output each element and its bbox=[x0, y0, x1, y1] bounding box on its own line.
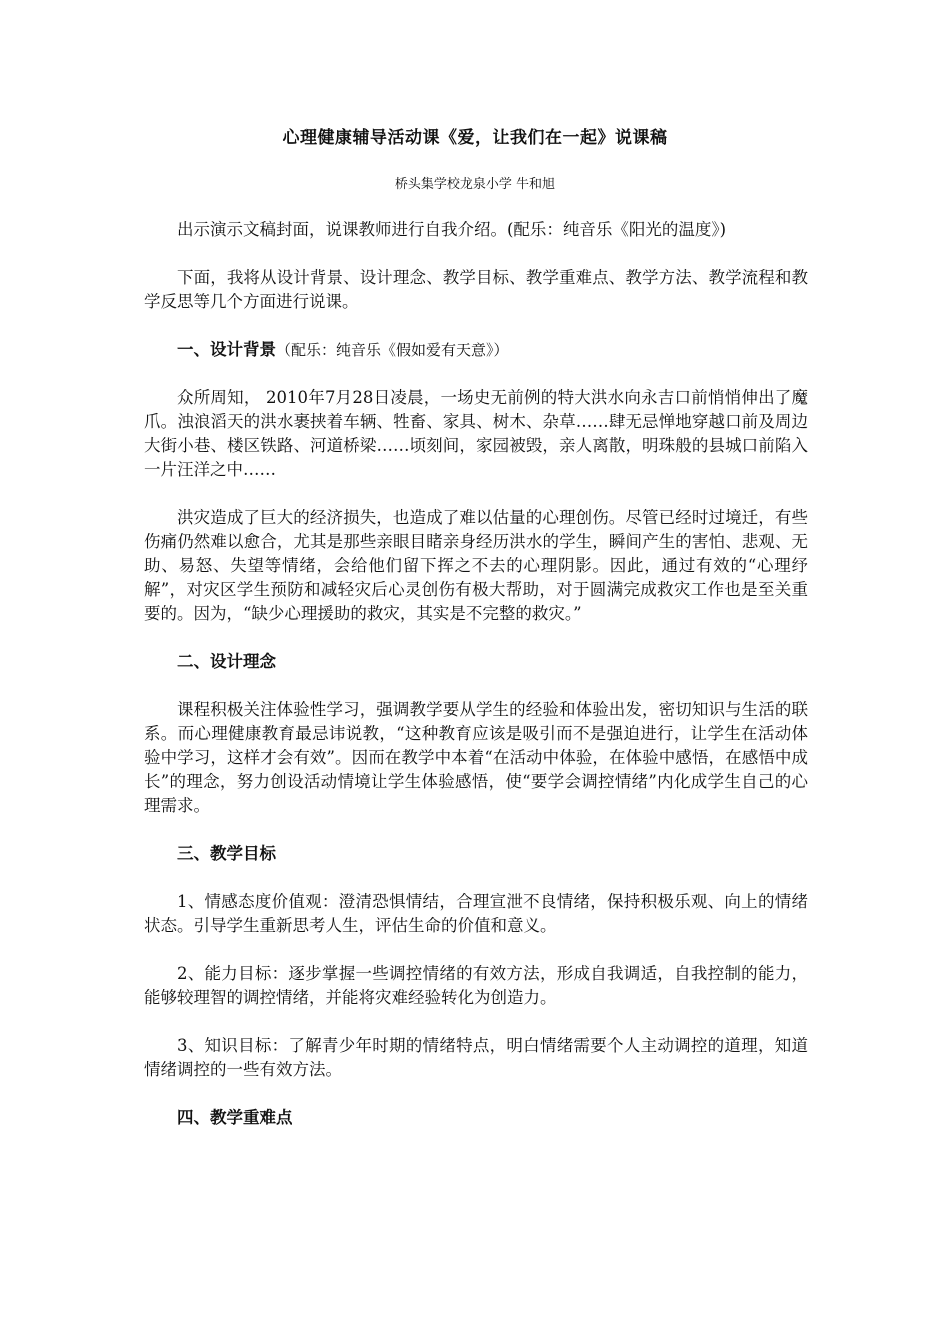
intro-paragraph-2: 下面，我将从设计背景、设计理念、教学目标、教学重难点、教学方法、教学流程和教学反思等几个方面进行说课。 bbox=[144, 268, 808, 311]
section-heading-goals: 三、教学目标 bbox=[177, 844, 276, 863]
section-heading-key-points: 四、教学重难点 bbox=[177, 1108, 293, 1127]
goal-item-3: 3、知识目标：了解青少年时期的情绪特点，明白情绪需要个人主动调控的道理，知道情绪调控的一些有效方法。 bbox=[144, 1036, 808, 1079]
document-body bbox=[144, 218, 808, 1154]
background-paragraph-2: 洪灾造成了巨大的经济损失，也造成了难以估量的心理创伤。尽管已经时过境迁，有些伤痛仍然难以愈合，尤其是那些亲眼目睹亲身经历洪水的学生，瞬间产生的害怕、悲观、无助、易怒、失望等情绪，会给他们留下挥之不去的心理阴影。因此，通过有效的“心理纾解”，对灾区学生预防和减轻灾后心灵创伤有极大帮助，对于圆满完成救灾工作也是至关重要的。因为，“缺少心理援助的救灾，其实是不完整的救灾。” bbox=[144, 508, 808, 623]
section-heading-music-note: （配乐：纯音乐《假如爱有天意》） bbox=[276, 341, 509, 359]
goal-item-2: 2、能力目标：逐步掌握一些调控情绪的有效方法，形成自我调适，自我控制的能力，能够较理智的调控情绪，并能将灾难经验转化为创造力。 bbox=[144, 964, 808, 1007]
document-title: 心理健康辅导活动课《爱，让我们在一起》说课稿 bbox=[282, 128, 668, 148]
author-line: 桥头集学校龙泉小学 牛和旭 bbox=[394, 177, 556, 192]
background-paragraph-1: 众所周知， 2010年7月28日凌晨，一场史无前例的特大洪水向永吉口前悄悄伸出了魔爪。浊浪滔天的洪水裹挟着车辆、牲畜、家具、树木、杂草……肆无忌惮地穿越口前及周边大街小巷、楼区铁路、河道桥梁……顷刻间，家园被毁，亲人离散，明珠般的县城口前陷入一片汪洋之中…… bbox=[144, 388, 808, 479]
intro-paragraph-1: 出示演示文稿封面，说课教师进行自我介绍。(配乐：纯音乐《阳光的温度》) bbox=[177, 220, 727, 239]
section-heading-text: 一、设计背景 bbox=[177, 340, 276, 359]
goal-item-1: 1、情感态度价值观：澄清恐惧情结，合理宣泄不良情绪，保持积极乐观、向上的情绪状态。引导学生重新思考人生，评估生命的价值和意义。 bbox=[144, 892, 808, 935]
section-heading-background bbox=[144, 338, 808, 362]
philosophy-paragraph: 课程积极关注体验性学习，强调教学要从学生的经验和体验出发，密切知识与生活的联系。而心理健康教育最忌讳说教，“这种教育应该是吸引而不是强迫进行，让学生在活动体验中学习，这样才会有效”。因而在教学中本着“在活动中体验，在体验中感悟，在感悟中成长”的理念，努力创设活动情境让学生体验感悟，使“要学会调控情绪”内化成学生自己的心理需求。 bbox=[144, 700, 808, 815]
section-heading-philosophy: 二、设计理念 bbox=[177, 652, 276, 671]
